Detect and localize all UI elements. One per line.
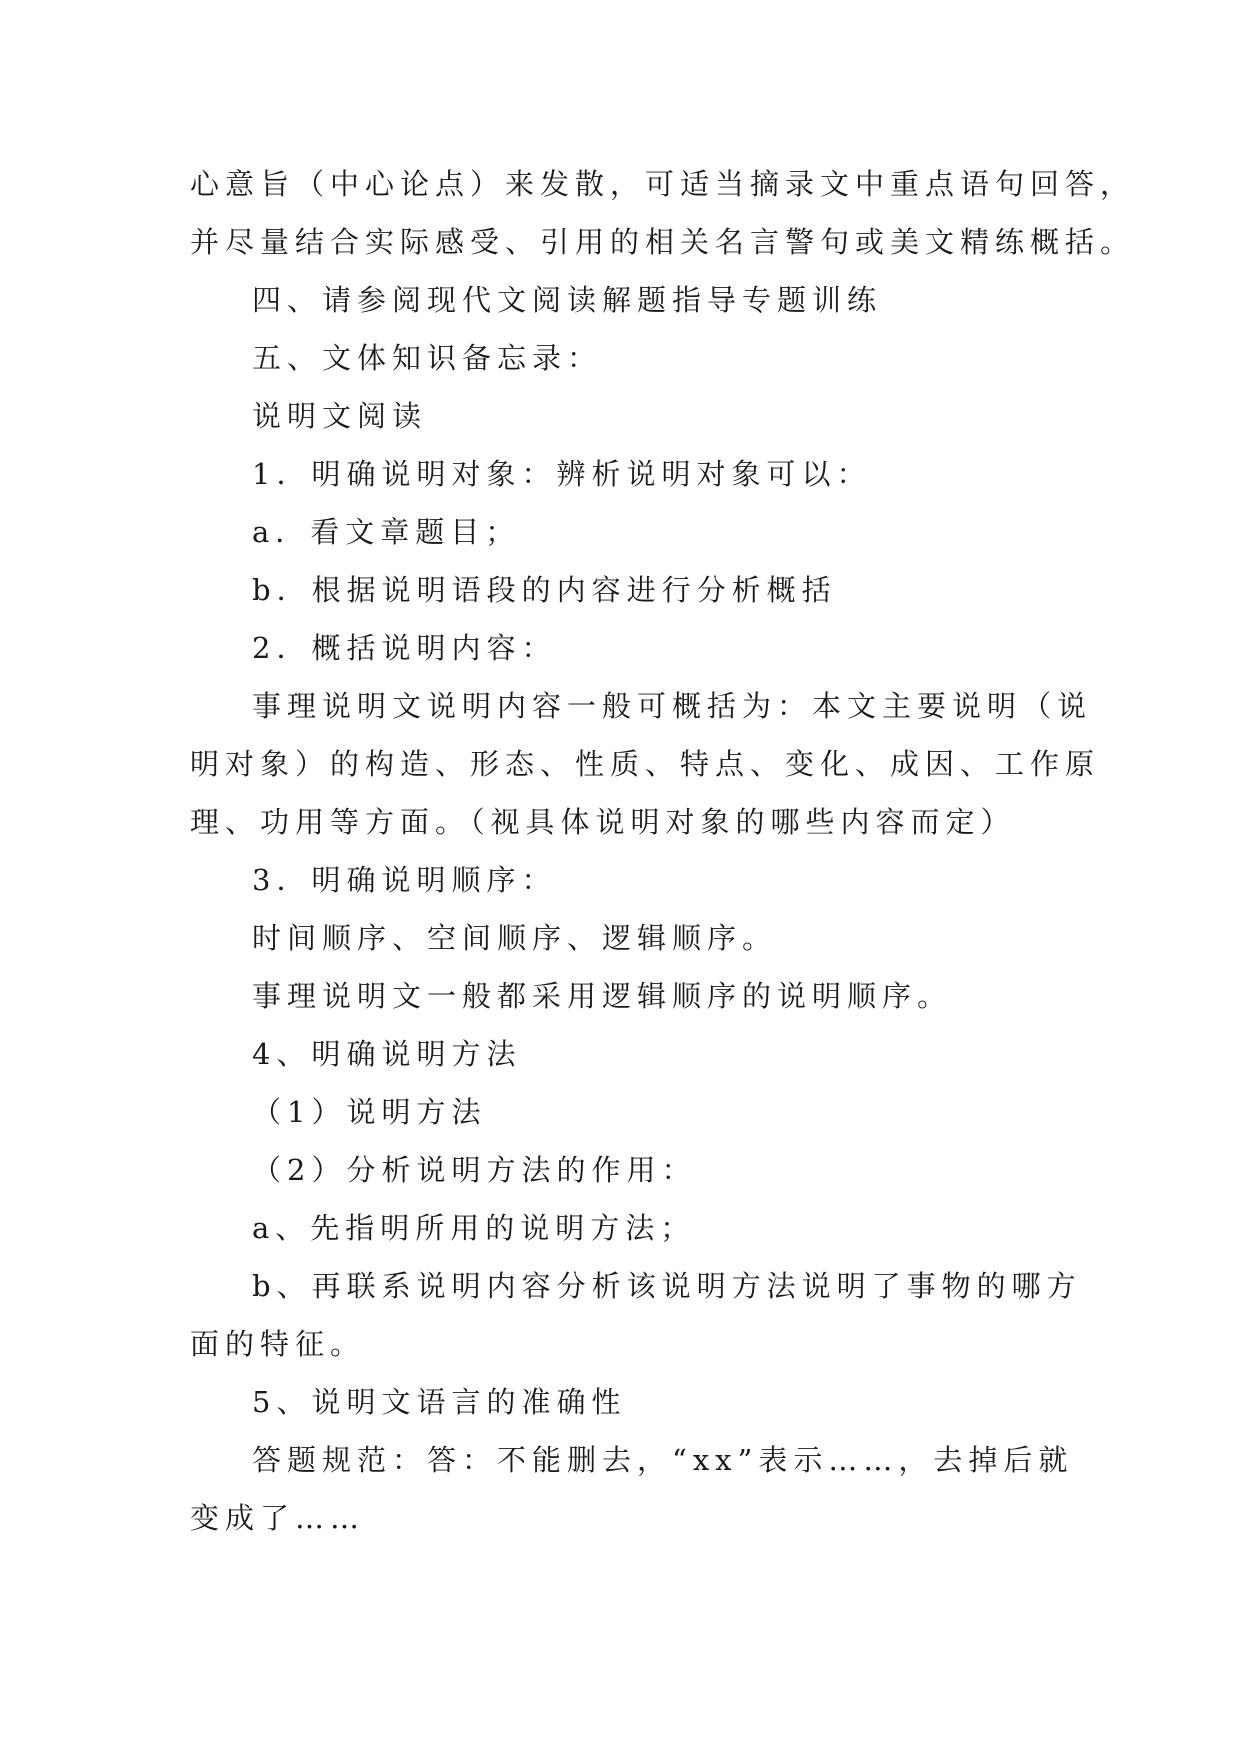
text-line: 答题规范：答：不能删去，“xx”表示……，去掉后就 (252, 1443, 1074, 1477)
text-line: 理、功用等方面。（视具体说明对象的哪些内容而定） (190, 805, 1016, 839)
text-line: 面的特征。 (190, 1327, 366, 1361)
text-line: 并尽量结合实际感受、引用的相关名言警句或美文精练概括。 (190, 225, 1136, 259)
list-item: a、先指明所用的说明方法； (252, 1211, 696, 1245)
text-line: 心意旨（中心论点）来发散，可适当摘录文中重点语句回答， (190, 167, 1136, 201)
text-line: 事理说明文说明内容一般可概括为：本文主要说明（说 (252, 689, 1093, 723)
list-item: b．根据说明语段的内容进行分析概括 (252, 573, 837, 607)
list-item: 1．明确说明对象：辨析说明对象可以： (252, 457, 872, 491)
list-item: b、再联系说明内容分析该说明方法说明了事物的哪方 (252, 1269, 1082, 1303)
section-heading: 五、文体知识备忘录： (252, 341, 603, 375)
subsection-heading: 说明文阅读 (252, 399, 428, 433)
text-line: 时间顺序、空间顺序、逻辑顺序。 (252, 921, 778, 955)
section-heading: 四、请参阅现代文阅读解题指导专题训练 (252, 283, 883, 317)
text-line: 变成了…… (190, 1501, 366, 1535)
list-item: （2）分析说明方法的作用： (252, 1153, 697, 1187)
list-item: 2．概括说明内容： (252, 631, 557, 665)
list-item: （1）说明方法 (252, 1095, 487, 1129)
list-item: 3．明确说明顺序： (252, 863, 557, 897)
list-item: a．看文章题目； (252, 515, 521, 549)
list-item: 5、说明文语言的准确性 (252, 1385, 627, 1419)
text-line: 事理说明文一般都采用逻辑顺序的说明顺序。 (252, 979, 953, 1013)
list-item: 4、明确说明方法 (252, 1037, 522, 1071)
text-line: 明对象）的构造、形态、性质、特点、变化、成因、工作原 (190, 747, 1101, 781)
